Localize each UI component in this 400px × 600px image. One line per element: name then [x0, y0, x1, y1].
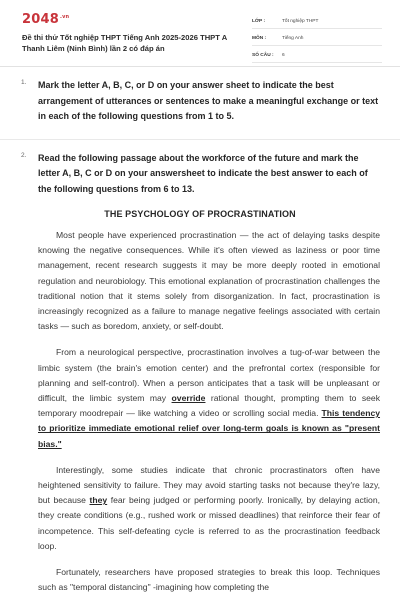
meta-row-class	[252, 14, 382, 29]
underlined-sentence-present-bias: This tendency to prioritize immediate emotional relief over long-term goals is known as "present bias."	[38, 408, 381, 449]
underlined-word-they: they	[89, 495, 108, 506]
text-segment: fear being judged or performing poorly. Ironically, by delaying action, they create conditions (e.g., rushed work or missed deadlines) that reinforce their fear of incompetence. This self-defeating cycle is referred to as the procrastination feedback loop.	[38, 495, 380, 551]
exam-meta	[252, 14, 382, 65]
question-text: Read the following passage about the workforce of the future and mark the letter A, B, C or D on your answersheet to indicate the best answer to each of the following questions from 6 to 13.	[38, 152, 368, 194]
meta-key: SỐ CÂU :	[252, 52, 274, 58]
logo-text: 2048	[22, 12, 59, 27]
passage-paragraph-3	[0, 463, 400, 554]
question-text: Mark the letter A, B, C, or D on your answer sheet to indicate the best arrangement of utterances or sentences to make a meaningful exchange or text in each of the following questions from 1 to 5.	[38, 80, 379, 121]
question-number: 1.	[21, 79, 27, 86]
meta-row-count	[252, 48, 382, 63]
meta-row-subject	[252, 31, 382, 46]
passage-title: THE PSYCHOLOGY OF PROCRASTINATION	[104, 209, 296, 219]
logo-suffix: .vn	[59, 13, 70, 20]
passage-paragraph-4: Fortunately, researchers have proposed strategies to break this loop. Techniques such as "temporal distancing" -imagining how completing the	[38, 567, 380, 593]
meta-key: MÔN :	[252, 35, 267, 41]
exam-title: Đề thi thử Tốt nghiệp THPT Tiếng Anh 2025-2026 THPT A Thanh Liêm (Ninh Bình) lần 2 có đáp án	[22, 33, 227, 53]
text-segment: Interestingly, some studies indicate that chronic procrastinators often have heightened sensitivity to failure. They may avoid starting tasks not because they're lazy, but because	[38, 464, 380, 506]
meta-key: LỚP :	[252, 18, 266, 24]
text-segment: From a neurological perspective, procrastination involves a tug-of-war between the limbic system (the brain's emotion center) and the prefrontal cortex (responsible for planning and self-control). When a person anticipates that a task will be unpleasant or difficult, the limbic system may	[38, 347, 380, 404]
question-1	[0, 78, 400, 140]
question-number: 2.	[21, 151, 27, 159]
underlined-word-override: override	[171, 393, 206, 404]
passage-paragraph-2	[0, 345, 400, 451]
meta-value: Tốt nghiệp THPT	[282, 18, 319, 24]
meta-value: Tiếng Anh	[282, 35, 304, 41]
question-2	[0, 151, 400, 198]
site-logo[interactable]	[22, 12, 69, 27]
text-segment: rational thought, prompting them to seek temporary moodrepair — like watching a video or scrolling social media.	[38, 393, 380, 419]
meta-value: 6	[282, 52, 285, 58]
document-header	[0, 0, 400, 67]
passage-paragraph-1: Most people have experienced procrastination — the act of delaying tasks despite knowing the negative consequences. While it's often viewed as laziness or poor time management, recent research suggests it may be more deeply rooted in emotional regulation and neurobiology. This emotional explanation of procrastination challenges the traditional notion that it stems solely from disorganization. In fact, procrastination is increasingly recognized as a failure to manage negative feelings associated with certain tasks — such as boredom, anxiety, or self-doubt.	[38, 230, 380, 332]
